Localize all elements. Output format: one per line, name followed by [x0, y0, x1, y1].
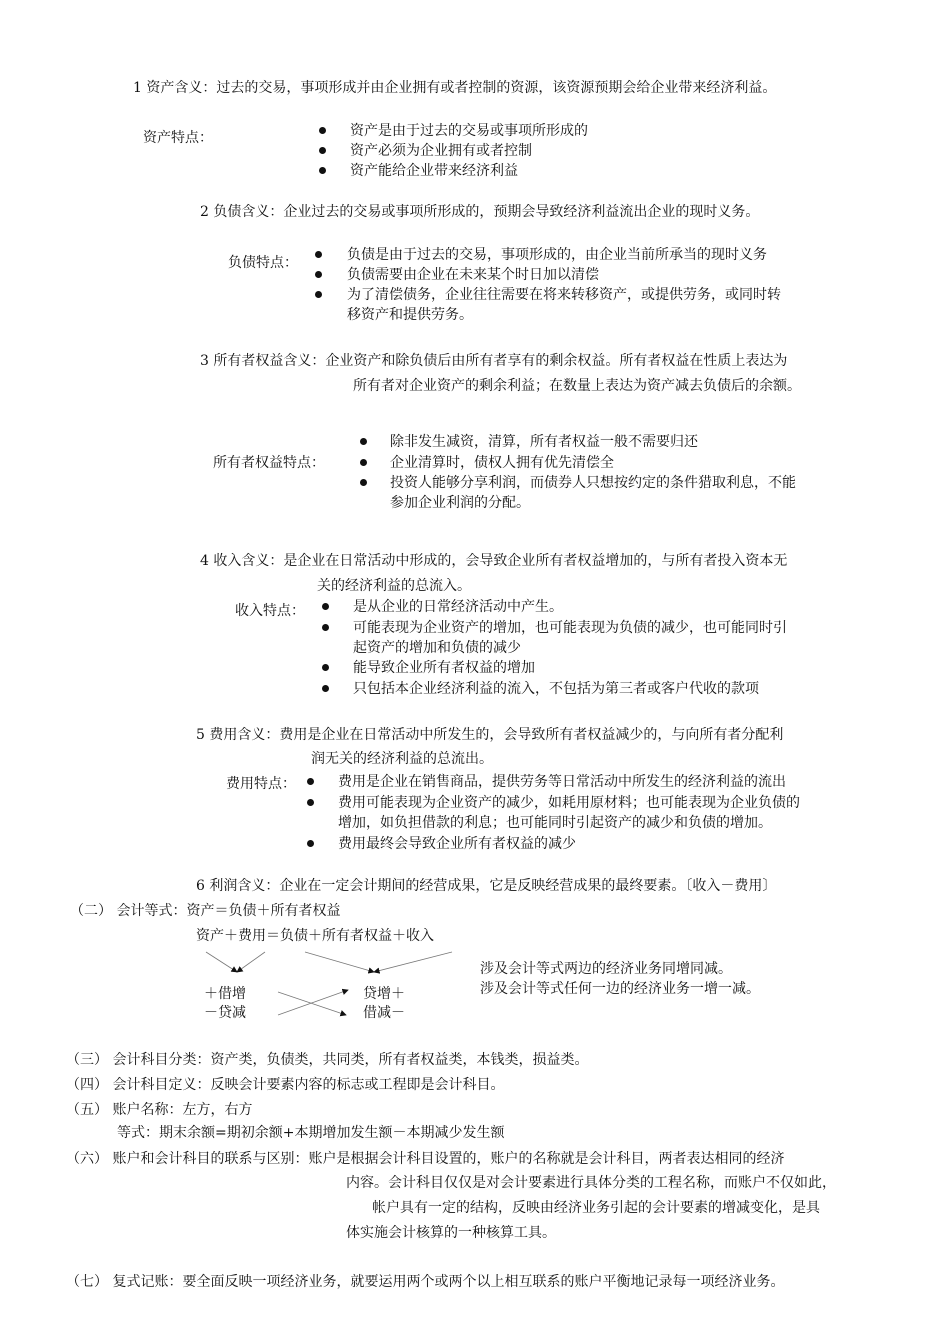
right-debit-decrease: 借减－ — [363, 1005, 405, 1021]
equation-title: （二） 会计等式：资产＝负债＋所有者权益 — [70, 903, 341, 919]
expense-point-2-continued: 增加，如负担借款的利息；也可能同时引起资产的减少和负债的增加。 — [338, 815, 772, 831]
section-7: （七） 复式记账：要全面反映一项经济业务，就要运用两个或两个以上相互联系的账户平衡地记录每一项经济业务。 — [66, 1274, 785, 1290]
section-5-formula: 等式：期末余额=期初余额+本期增加发生额－本期减少发生额 — [117, 1125, 505, 1141]
right-credit-increase: 贷增＋ — [363, 986, 405, 1002]
arrow-line — [278, 990, 348, 1015]
section-6: （六） 账户和会计科目的联系与区别：账户是根据会计科目设置的，账户的名称就是会计科目，两者表达相同的经济 — [66, 1151, 785, 1167]
liability-point-1: 负债是由于过去的交易，事项形成的，由企业当前所承当的现时义务 — [347, 247, 767, 263]
section-6-line-2: 内容。会计科目仅仅是对会计要素进行具体分类的工程名称，而账户不仅如此， — [346, 1175, 836, 1191]
arrow-line — [206, 952, 237, 972]
left-credit-decrease: －贷减 — [204, 1005, 246, 1021]
income-point-1: 是从企业的日常经济活动中产生。 — [353, 599, 563, 615]
income-point-3: 能导致企业所有者权益的增加 — [353, 660, 535, 676]
asset-point-1: 资产是由于过去的交易或事项所形成的 — [350, 123, 588, 139]
section-3: （三） 会计科目分类：资产类，负债类，共同类，所有者权益类，本钱类，损益类。 — [66, 1052, 589, 1068]
arrow-line — [374, 952, 452, 972]
expense-point-2: 费用可能表现为企业资产的减少，如耗用原材料；也可能表现为企业负债的 — [338, 795, 800, 811]
income-features-label: 收入特点： — [235, 603, 305, 619]
profit-definition: 6 利润含义：企业在一定会计期间的经营成果，它是反映经营成果的最终要素。〔收入－费用〕 — [196, 878, 777, 894]
asset-point-3: 资产能给企业带来经济利益 — [350, 163, 518, 179]
equity-definition-continued: 所有者对企业资产的剩余利益；在数量上表达为资产减去负债后的余额。 — [353, 378, 801, 394]
income-definition-continued: 关的经济利益的总流入。 — [317, 578, 471, 594]
liability-features-label: 负债特点： — [228, 255, 298, 271]
section-5: （五） 账户名称：左方，右方 — [66, 1102, 253, 1118]
equity-features-label: 所有者权益特点： — [213, 455, 325, 471]
section-6-line-4: 体实施会计核算的一种核算工具。 — [346, 1225, 556, 1241]
income-point-2-continued: 起资产的增加和负债的减少 — [353, 640, 521, 656]
expense-definition: 5 费用含义：费用是企业在日常活动中所发生的，会导致所有者权益减少的，与向所有者分配利 — [196, 727, 784, 743]
asset-features-label: 资产特点： — [143, 130, 213, 146]
liability-definition: 2 负债含义：企业过去的交易或事项所形成的，预期会导致经济利益流出企业的现时义务。 — [200, 204, 760, 220]
asset-definition: 1 资产含义：过去的交易，事项形成并由企业拥有或者控制的资源，该资源预期会给企业带来经济利益。 — [133, 80, 777, 96]
equity-definition: 3 所有者权益含义：企业资产和除负债后由所有者享有的剩余权益。所有者权益在性质上表达为 — [200, 353, 788, 369]
income-point-4: 只包括本企业经济利益的流入，不包括为第三者或客户代收的款项 — [353, 681, 759, 697]
equation-expanded: 资产＋费用＝负债＋所有者权益＋收入 — [196, 928, 434, 944]
section-4: （四） 会计科目定义：反映会计要素内容的标志或工程即是会计科目。 — [66, 1077, 505, 1093]
asset-point-2: 资产必须为企业拥有或者控制 — [350, 143, 532, 159]
equity-point-2: 企业清算时，债权人拥有优先清偿全 — [390, 455, 614, 471]
arrow-line — [305, 952, 374, 972]
equity-point-1: 除非发生减资，清算，所有者权益一般不需要归还 — [390, 434, 698, 450]
income-definition: 4 收入含义：是企业在日常活动中形成的，会导致企业所有者权益增加的，与所有者投入资本无 — [200, 553, 788, 569]
liability-point-3-continued: 移资产和提供劳务。 — [347, 307, 473, 323]
expense-features-label: 费用特点： — [226, 776, 296, 792]
liability-point-2: 负债需要由企业在未来某个时日加以清偿 — [347, 267, 599, 283]
equity-point-3: 投资人能够分享利润，而债券人只想按约定的条件猎取利息，不能 — [390, 475, 796, 491]
equation-note-2: 涉及会计等式任何一边的经济业务一增一减。 — [480, 981, 760, 997]
arrow-line — [237, 952, 265, 972]
liability-point-3: 为了清偿债务，企业往往需要在将来转移资产，或提供劳务，或同时转 — [347, 287, 781, 303]
equation-note-1: 涉及会计等式两边的经济业务同增同减。 — [480, 961, 732, 977]
expense-point-3: 费用最终会导致企业所有者权益的减少 — [338, 836, 576, 852]
income-point-2: 可能表现为企业资产的增加，也可能表现为负债的减少，也可能同时引 — [353, 620, 787, 636]
section-6-line-3: 帐户具有一定的结构，反映由经济业务引起的会计要素的增减变化，是具 — [372, 1200, 820, 1216]
equity-point-3-continued: 参加企业利润的分配。 — [390, 495, 530, 511]
left-debit-increase: ＋借增 — [204, 986, 246, 1002]
expense-definition-continued: 润无关的经济利益的总流出。 — [311, 751, 493, 767]
expense-point-1: 费用是企业在销售商品，提供劳务等日常活动中所发生的经济利益的流出 — [338, 774, 786, 790]
